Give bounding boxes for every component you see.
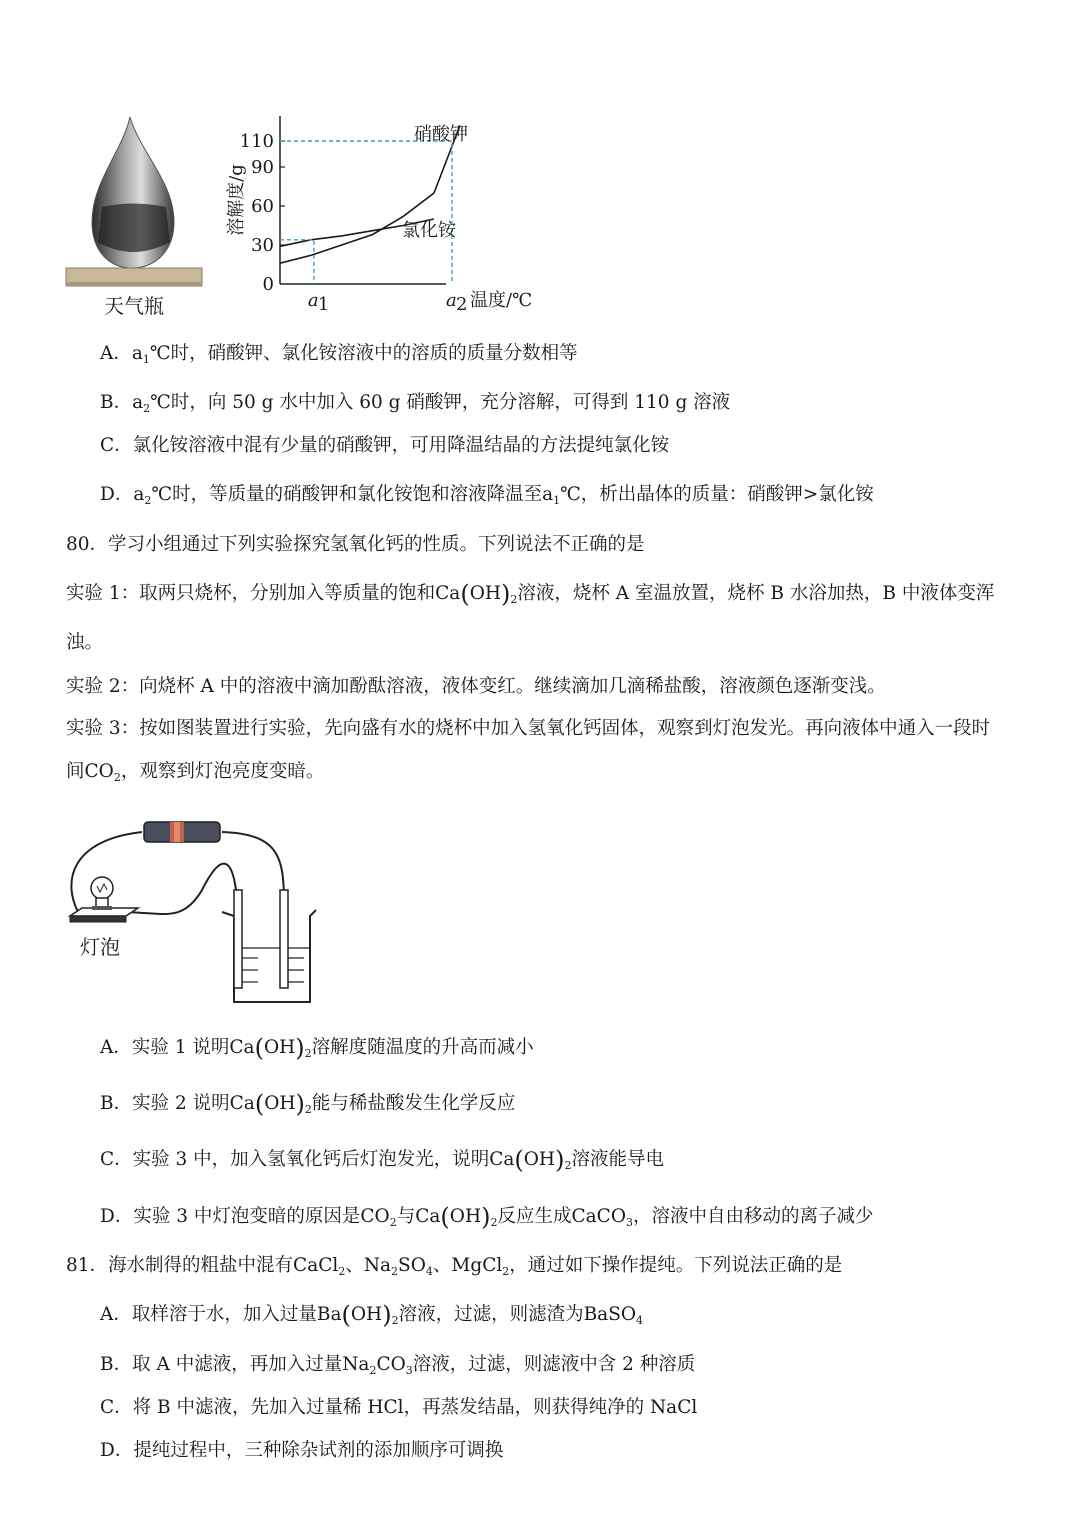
ref-line-a2 <box>280 141 452 284</box>
y-tick-label: 30 <box>251 235 274 256</box>
x-tick-sub: 1 <box>317 294 330 315</box>
x-axis-label: 温度/℃ <box>470 290 533 311</box>
storm-glass-caption: 天气瓶 <box>104 294 164 318</box>
q80-exp2: 实验 2：向烧杯 A 中的溶液中滴加酚酞溶液，液体变红。继续滴加几滴稀盐酸，溶液颜色逐渐变浅。 <box>66 676 886 697</box>
q80-option-a[interactable]: A．实验 1 说明$Ca(OH)_2$溶解度随温度的升高而减小 <box>100 1034 534 1062</box>
series-label-0: 硝酸钾 <box>414 124 468 145</box>
q79-option-a[interactable]: A．$a_1℃$时，硝酸钾、氯化铵溶液中的溶质的质量分数相等 <box>100 343 578 366</box>
storm-glass-image <box>62 112 212 292</box>
y-tick-label: 90 <box>251 157 274 178</box>
x-tick-sub: 2 <box>456 294 468 315</box>
q81-option-d[interactable]: D．提纯过程中，三种除杂试剂的添加顺序可调换 <box>100 1440 504 1461</box>
q81-option-a[interactable]: A．取样溶于水，加入过量$Ba(OH)_2$溶液，过滤，则滤渣为BaSO$_4$ <box>100 1301 644 1329</box>
q80-exp1-cont: 浊。 <box>66 632 104 653</box>
x-tick-label: a <box>446 290 457 311</box>
q81-stem: 81．海水制得的粗盐中混有CaCl$_2$、$Na_2SO_4$、MgCl$_2$，通过如下操作提纯。下列说法正确的是 <box>66 1255 843 1278</box>
x-tick-label: a <box>307 290 319 311</box>
q79-option-c[interactable]: C．氯化铵溶液中混有少量的硝酸钾，可用降温结晶的方法提纯氯化铵 <box>100 435 670 456</box>
q81-option-c[interactable]: C．将 B 中滤液，先加入过量稀 HCl，再蒸发结晶，则获得纯净的 NaCl <box>100 1397 698 1418</box>
q80-exp3-cont: 间$CO_2$，观察到灯泡亮度变暗。 <box>66 761 325 784</box>
q79-option-d[interactable]: D．$a_2℃$时，等质量的硝酸钾和氯化铵饱和溶液降温至$a_1℃$，析出晶体的质量：硝酸钾>氯化铵 <box>100 484 874 507</box>
lamp-caption: 灯泡 <box>80 935 120 959</box>
q80-exp3: 实验 3：按如图装置进行实验，先向盛有水的烧杯中加入氢氧化钙固体，观察到灯泡发光。再向液体中通入一段时 <box>66 718 991 739</box>
circuit-diagram <box>62 820 332 1010</box>
q81-option-b[interactable]: B．取 A 中滤液，再加入过量$Na_2CO_3$溶液，过滤，则滤液中含 2 种溶质 <box>100 1354 696 1377</box>
light-bulb-icon <box>91 877 113 908</box>
y-axis-label: 溶解度/g <box>226 164 247 236</box>
q80-option-d[interactable]: D．实验 3 中灯泡变暗的原因是$CO_2$与$Ca(OH)_2$反应生成CaCO$_3$，溶液中自由移动的离子减少 <box>100 1203 874 1231</box>
beaker-icon <box>222 890 316 1002</box>
y-tick-label: 60 <box>251 196 274 217</box>
q80-option-b[interactable]: B．实验 2 说明$Ca(OH)_2$能与稀盐酸发生化学反应 <box>100 1090 516 1118</box>
y-tick-label: 110 <box>239 131 274 152</box>
q80-exp1: 实验 1：取两只烧杯，分别加入等质量的饱和$Ca(OH)_2$溶液，烧杯 A 室温放置，烧杯 B 水浴加热，B 中液体变浑 <box>66 580 995 608</box>
y-tick-label: 0 <box>262 274 274 295</box>
q80-stem: 80．学习小组通过下列实验探究氢氧化钙的性质。下列说法不正确的是 <box>66 534 645 555</box>
q79-option-b[interactable]: B．$a_2℃$时，向 50 g 水中加入 60 g 硝酸钾，充分溶解，可得到 110 g 溶液 <box>100 392 731 415</box>
solubility-chart <box>218 110 533 315</box>
q80-option-c[interactable]: C．实验 3 中，加入氢氧化钙后灯泡发光，说明$Ca(OH)_2$溶液能导电 <box>100 1146 664 1174</box>
series-label-1: 氯化铵 <box>402 220 456 241</box>
